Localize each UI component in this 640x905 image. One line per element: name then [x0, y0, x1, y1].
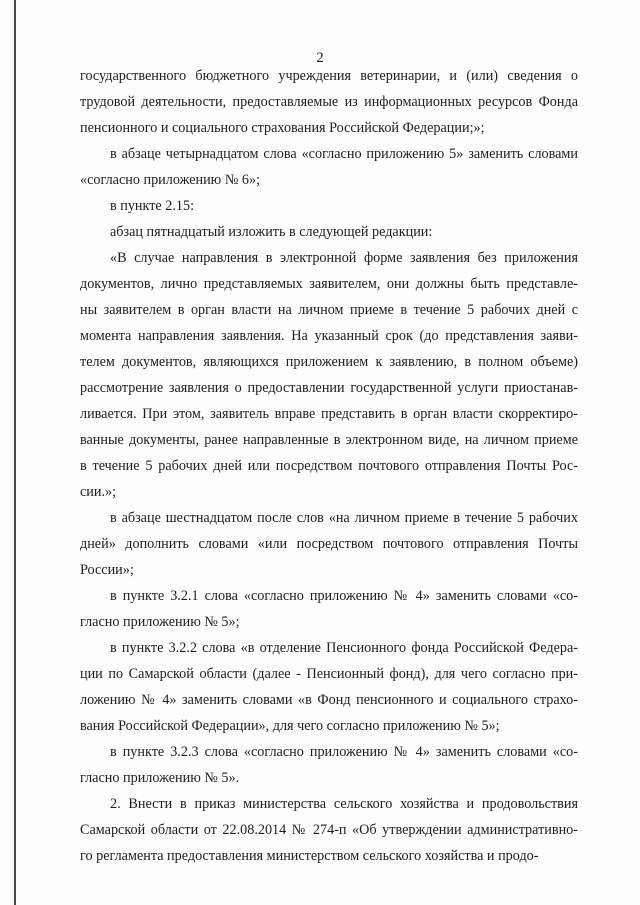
- text-line: «согласно приложению № 6»;: [80, 172, 261, 188]
- paragraph: [80, 193, 578, 219]
- paragraph: [80, 635, 578, 739]
- paragraph: [80, 245, 578, 505]
- paragraph: [80, 219, 578, 245]
- page-number: 2: [316, 50, 324, 66]
- paragraph: [80, 63, 578, 141]
- paragraph: [80, 141, 578, 193]
- text-line: в пункте 3.2.1 слова «согласно приложению № 4» заменить словами «со-: [110, 588, 578, 604]
- text-line: момента направления заявления. На указанный срок (до представления заяви-: [80, 328, 578, 344]
- text-line: гласно приложению № 5»;: [80, 614, 240, 630]
- text-line: ны заявителем в орган власти на личном приеме в течение 5 рабочих дней с: [80, 302, 578, 318]
- text-line: государственного бюджетного учреждения ветеринарии, и (или) сведения о: [80, 68, 578, 84]
- text-line: в пункте 3.2.2 слова «в отделение Пенсионного фонда Российской Федера-: [110, 640, 578, 656]
- text-line: абзац пятнадцатый изложить в следующей редакции:: [110, 224, 433, 240]
- paragraph: [80, 505, 578, 583]
- text-line: го регламента предоставления министерством сельского хозяйства и продо-: [80, 848, 539, 864]
- text-line: сии.»;: [80, 484, 117, 500]
- document-body: [80, 63, 578, 869]
- paragraph: [80, 791, 578, 869]
- text-line: пенсионного и социального страхования Российской Федерации;»;: [80, 120, 485, 136]
- text-line: «В случае направления в электронной форме заявления без приложения: [110, 250, 578, 266]
- text-line: в течение 5 рабочих дней или посредством почтового отправления Почты Рос-: [80, 458, 578, 474]
- text-line: документов, лично представляемых заявителем, они должны быть представле-: [80, 276, 578, 292]
- scan-left-edge: [14, 0, 16, 905]
- text-line: в пункте 3.2.3 слова «согласно приложению № 4» заменить словами «со-: [110, 744, 578, 760]
- text-line: России»;: [80, 562, 134, 578]
- text-line: 2. Внести в приказ министерства сельского хозяйства и продовольствия: [110, 796, 578, 812]
- text-line: в пункте 2.15:: [110, 198, 195, 214]
- text-line: гласно приложению № 5».: [80, 770, 240, 786]
- text-line: ванные документы, ранее направленные в электронном виде, на личном приеме: [80, 432, 578, 448]
- text-line: вания Российской Федерации», для чего согласно приложению № 5»;: [80, 718, 500, 734]
- text-line: ложению № 4» заменить словами «в Фонд пенсионного и социального страхо-: [80, 692, 578, 708]
- paragraph: [80, 583, 578, 635]
- text-line: ливается. При этом, заявитель вправе представить в орган власти скорректиро-: [80, 406, 578, 422]
- text-line: ции по Самарской области (далее - Пенсионный фонд), для чего согласно при-: [80, 666, 578, 682]
- text-line: телем документов, являющихся приложением к заявлению, в полном объеме): [80, 354, 578, 370]
- text-line: Самарской области от 22.08.2014 № 274-п «Об утверждении административно-: [80, 822, 578, 838]
- text-line: дней» дополнить словами «или посредством почтового отправления Почты: [80, 536, 578, 552]
- text-line: трудовой деятельности, предоставляемые из информационных ресурсов Фонда: [80, 94, 578, 110]
- text-line: в абзаце четырнадцатом слова «согласно приложению 5» заменить словами: [110, 146, 578, 162]
- text-line: рассмотрение заявления о предоставлении государственной услуги приостанав-: [80, 380, 578, 396]
- text-line: в абзаце шестнадцатом после слов «на личном приеме в течение 5 рабочих: [110, 510, 578, 526]
- paragraph: [80, 739, 578, 791]
